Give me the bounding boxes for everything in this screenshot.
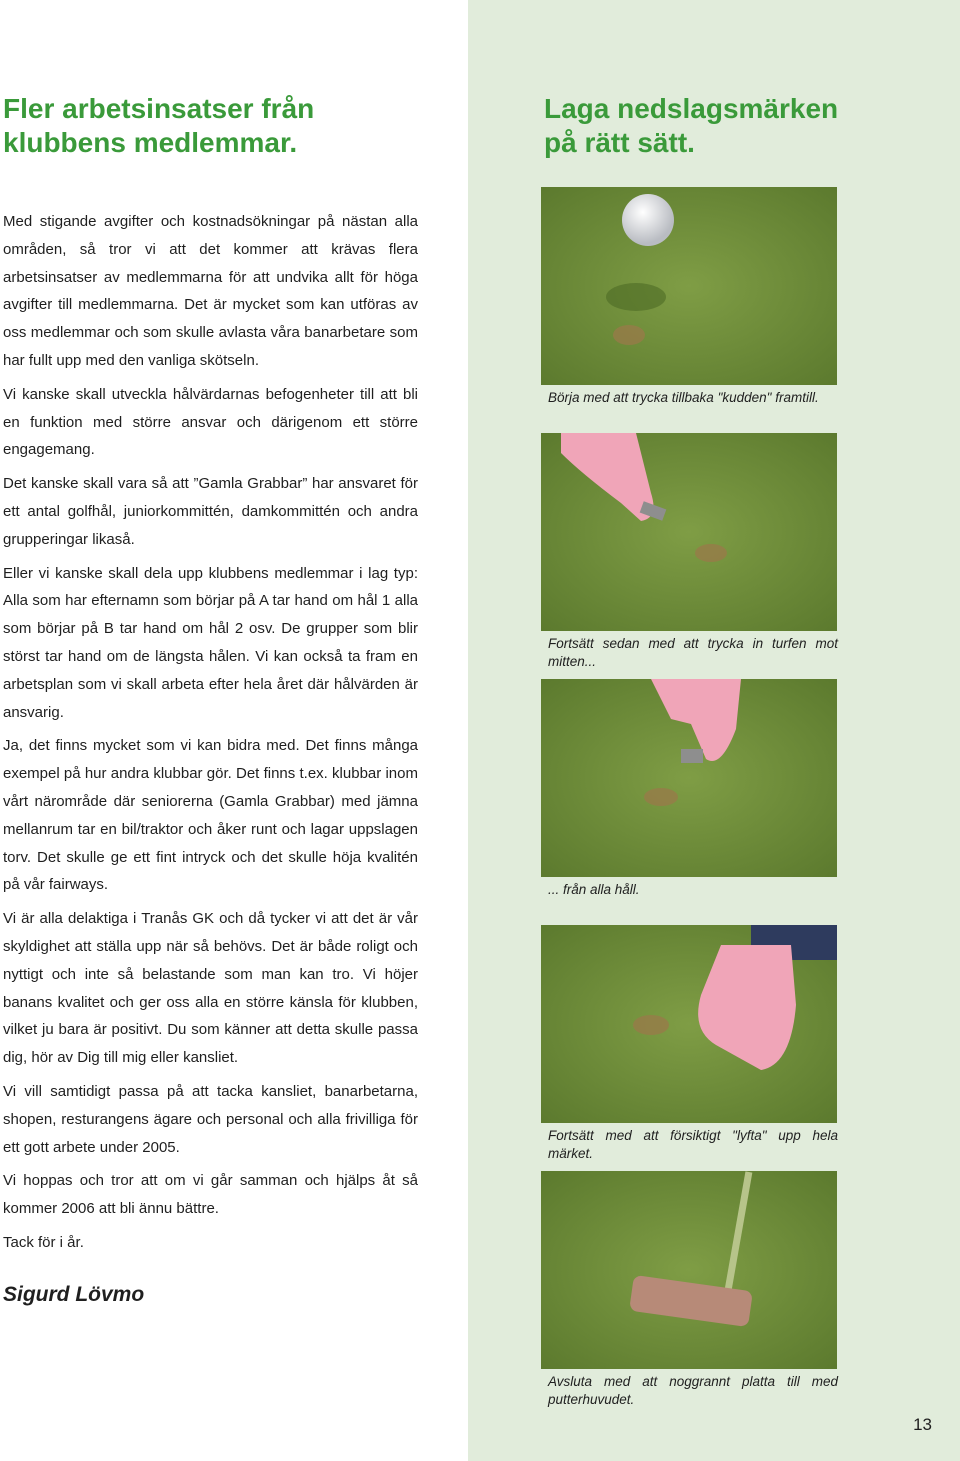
pitch-mark [695,544,727,562]
article-body [3,208,418,1257]
instruction-heading-line-1: Laga nedslagsmärken [544,93,839,124]
paragraph: Eller vi kanske skall dela upp klubbens medlemmar i lag typ: Alla som har efternamn som börjar på A tar hand om hål 1 alla som börjar på B tar hand om hål 2 osv. De grupper som blir störst tar hand om de längsta hålen. Vi kan också ta fram en arbetsplan som vi skall arbeta efter hela året där hålvärden är ansvarig. [3,564,418,721]
step-caption-1: Börja med att trycka tillbaka "kudden" framtill. [548,390,819,405]
photo-repair-step-3 [541,679,837,877]
article-heading [3,92,418,160]
grass-photo-graphic [541,1171,837,1369]
article-column [3,92,418,1263]
pitch-mark [644,788,678,806]
instruction-heading [544,92,944,160]
paragraph: Vi hoppas och tror att om vi går samman och hjälps åt så kommer 2006 att bli ännu bättre. [3,1172,418,1218]
step-caption-2: Fortsätt sedan med att trycka in turfen mot mitten... [548,636,838,669]
photo-repair-step-4 [541,925,837,1123]
paragraph: Med stigande avgifter och kostnadsökningar på nästan alla områden, så tror vi att det kommer att krävas flera arbetsinsatser av medlemmarna för att undvika allt för höga avgifter till medlemmarna. Det är mycket som kan utföras av oss medlemmar och som skulle avlasta våra banarbetare som har fullt upp med den vanliga skötseln. [3,213,418,369]
article-heading-line-1: Fler arbetsinsatser från [3,93,315,124]
step-caption-4: Fortsätt med att försiktigt "lyfta" upp hela märket. [548,1128,838,1161]
paragraph: Ja, det finns mycket som vi kan bidra med. Det finns många exempel på hur andra klubbar gör. Det finns t.ex. klubbar inom vårt närområde där seniorerna (Gamla Grabbar) med jämna mellanrum tar en bil/traktor och åker runt och lagar uppslagen torv. Det skulle ge ett fint intryck och det skulle höja kvalitén på vår fairways. [3,737,418,894]
paragraph: Tack för i år. [3,1233,84,1251]
step-caption-5: Avsluta med att noggrannt platta till med putterhuvudet. [548,1374,838,1407]
pitch-mark [613,325,645,345]
instruction-panel [468,0,960,1461]
author-signature: Sigurd Lövmo [3,1283,145,1306]
grass-photo-graphic [541,187,837,385]
paragraph: Vi vill samtidigt passa på att tacka kansliet, banarbetarna, shopen, resturangens ägare och personal och alla frivilliga för ett gott arbete under 2005. [3,1082,418,1156]
article-heading-line-2: klubbens medlemmar. [3,127,298,158]
instruction-heading-line-2: på rätt sätt. [544,127,695,158]
paragraph: Vi kanske skall utveckla hålvärdarnas befogenheter till att bli en funktion med större ansvar och därigenom ett större engagemang. [3,385,418,459]
repair-tool [681,749,703,763]
paragraph: Vi är alla delaktiga i Tranås GK och då tycker vi att det är vår skyldighet att ställa upp när så behövs. Det är både roligt och nyttigt och inte så belastande som man kan tro. Vi höjer banans kvalitet och ger oss alla en större känsla för klubben, vilket ju bara är positivt. Du som känner att detta skulle passa dig, hör av Dig till mig eller kansliet. [3,910,418,1067]
photo-repair-step-5 [541,1171,837,1369]
paragraph: Det kanske skall vara så att ”Gamla Grabbar” har ansvaret för ett antal golfhål, juniorkommittén, damkommittén och andra grupperingar likaså. [3,475,418,548]
grass-photo-graphic [541,679,837,877]
grass-photo-graphic [541,925,837,1123]
step-caption-3: ... från alla håll. [548,882,640,897]
golf-ball [622,194,674,246]
photo-repair-step-2 [541,433,837,631]
pitch-mark [633,1015,669,1035]
photo-ball-pitch-mark [541,187,837,385]
page-number: 13 [913,1415,932,1434]
grass-photo-graphic [541,433,837,631]
